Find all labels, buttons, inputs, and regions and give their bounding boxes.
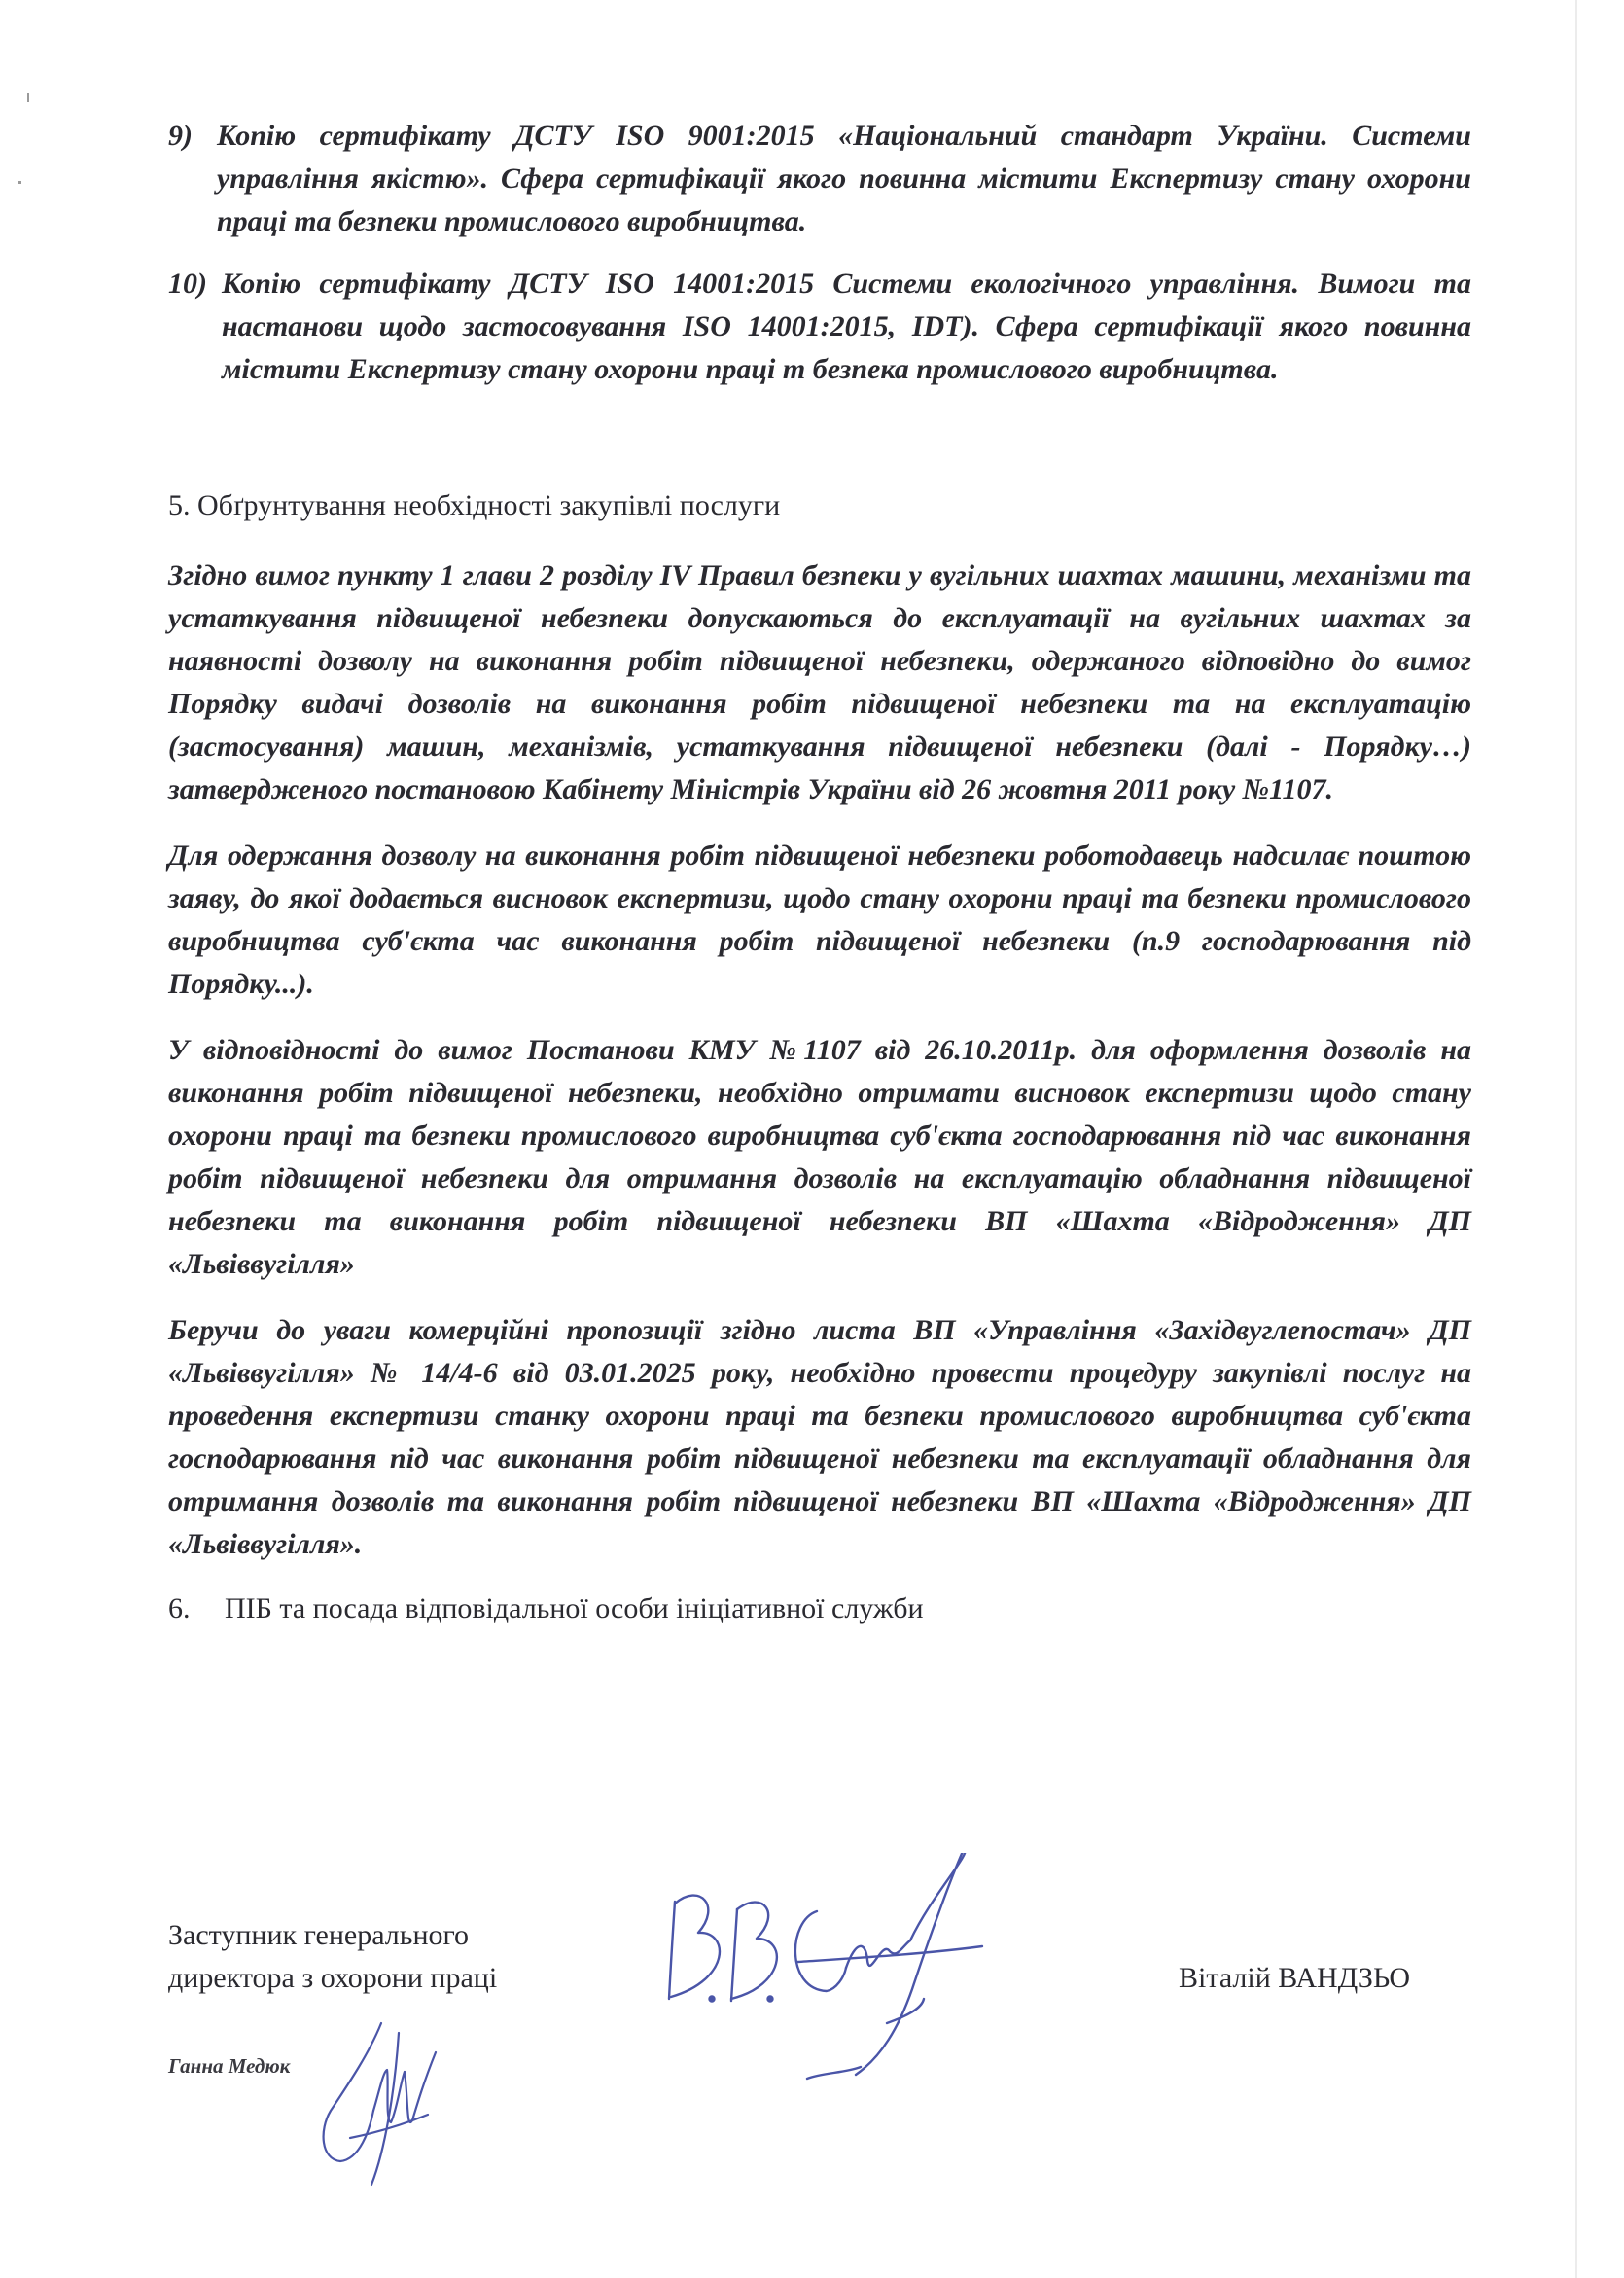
scan-speck [18, 181, 21, 184]
handwritten-signature [661, 1853, 1050, 2125]
list-item-10 [168, 263, 1471, 391]
signer-position [168, 1914, 497, 2000]
executor-signature [311, 2013, 457, 2189]
section-5-paragraph: Для одержання дозволу на виконання робіт підвищеної небезпеки роботодавець надсилає поштою заяву, до якої додається висновок експертизи, щодо стану охорони праці та безпеки промислового виробництва суб'єкта час виконання робіт підвищеної небезпеки (п.9 господарювання під Порядку...). [168, 839, 1471, 1000]
section-5-heading: 5. Обґрунтування необхідності закупівлі послуги [168, 489, 781, 521]
list-item-number: 10) [168, 267, 207, 300]
scan-speck [27, 93, 29, 102]
list-item-9 [168, 115, 1471, 243]
section-6-title: ПІБ та посада відповідальної особи ініціативної служби [225, 1592, 924, 1624]
signer-position-line2: директора з охорони праці [168, 1962, 498, 1994]
section-5-paragraph: Беручи до уваги комерційні пропозиції згідно листа ВП «Управління «Західвуглепостач» ДП «Львіввугілля» № 14/4-6 від 03.01.2025 року, необхідно провести процедуру закупівлі послуг на проведення експертизи станку охорони праці та безпеки промислового виробництва суб'єкта господарювання під час виконання робіт підвищеної небезпеки та експлуатації обладнання для отримання дозволів та виконання робіт підвищеної небезпеки ВП «Шахта «Відродження» ДП «Львіввугілля». [168, 1314, 1471, 1560]
list-item-number: 9) [168, 120, 193, 152]
list-item-text: Копію сертифікату ДСТУ ISO 9001:2015 «Національний стандарт України. Системи управління якістю». Сфера сертифікації якого повинна містити Експертизу стану охорони праці та безпеки промислового виробництва. [217, 120, 1471, 237]
section-5-paragraph: У відповідності до вимог Постанови КМУ №1107 від 26.10.2011р. для оформлення дозволів на виконання робіт підвищеної небезпеки, необхідно отримати висновок експертизи щодо стану охорони праці та безпеки промислового виробництва суб'єкта господарювання під час виконання робіт підвищеної небезпеки для отримання дозволів на експлуатацію обладнання підвищеної небезпеки та виконання робіт підвищеної небезпеки ВП «Шахта «Відродження» ДП «Львіввугілля» [168, 1034, 1471, 1280]
section-5-paragraph: Згідно вимог пункту 1 глави 2 розділу IV Правил безпеки у вугільних шахтах машини, механізми та устаткування підвищеної небезпеки допускаються до експлуатації на вугільних шахтах за наявності дозволу на виконання робіт підвищеної небезпеки, одержаного відповідно до вимог Порядку видачі дозволів на виконання робіт підвищеної небезпеки та на експлуатацію (застосування) машин, механізмів, устаткування підвищеної небезпеки (далі - Порядку…) затвердженого постановою Кабінету Міністрів України від 26 жовтня 2011 року №1107. [168, 559, 1471, 805]
signer-name: Віталій ВАНДЗЬО [1179, 1962, 1411, 1994]
section-6-number: 6. [168, 1592, 191, 1624]
executor-name: Ганна Медюк [168, 2054, 291, 2078]
section-6-heading [168, 1589, 1471, 1628]
scan-edge-line [1575, 0, 1577, 2278]
list-item-text: Копію сертифікату ДСТУ ISO 14001:2015 Системи екологічного управління. Вимоги та настанови щодо застосовування ISO 14001:2015, IDT). Сфера сертифікації якого повинна містити Експертизу стану охорони праці т безпека промислового виробництва. [222, 267, 1471, 385]
signer-position-line1: Заступник генерального [168, 1919, 470, 1951]
document-body [168, 115, 1471, 1628]
